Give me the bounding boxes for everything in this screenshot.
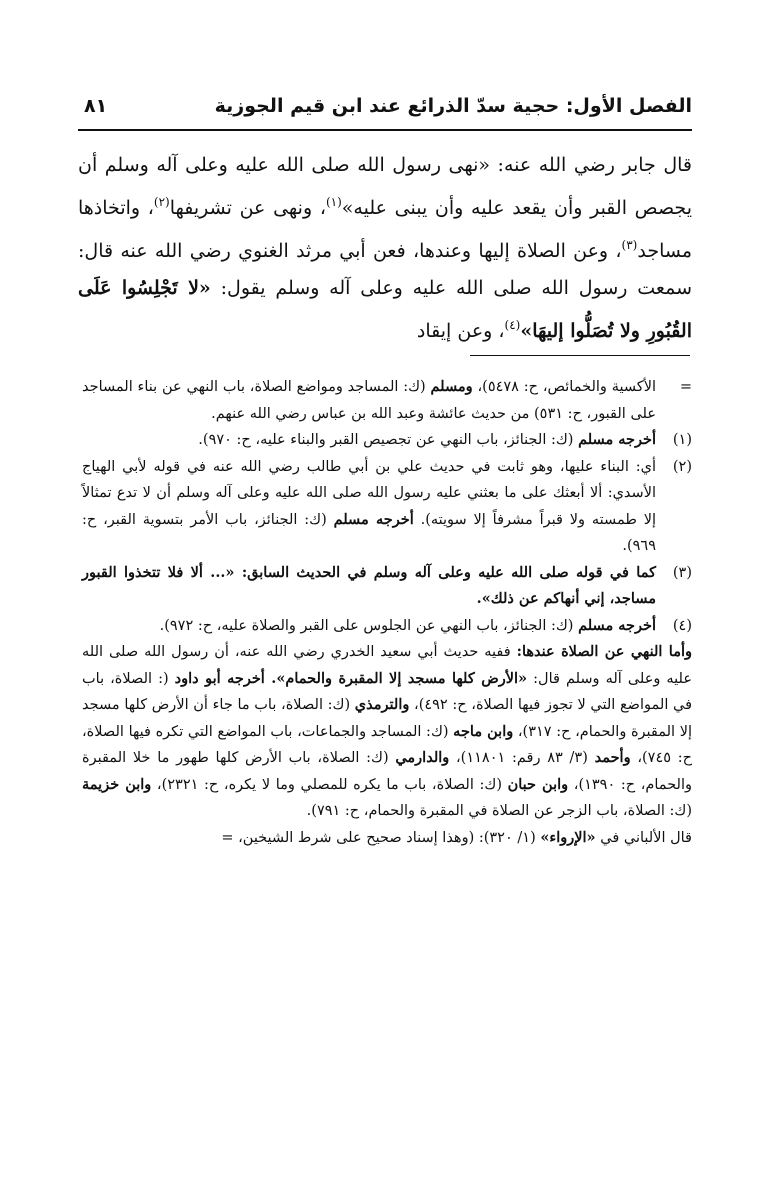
footnote-text: قال الألباني في xyxy=(595,829,692,846)
footnote-text: (ك: الجنائز، باب النهي عن الجلوس على القبر والصلاة عليه، ح: ٩٧٢). xyxy=(159,617,579,634)
footnote-ref-2[interactable]: (٢) xyxy=(153,195,170,209)
footnote-ref-4[interactable]: (٤) xyxy=(504,318,521,332)
body-text-3: ، واتخاذها مساجد xyxy=(78,197,692,262)
source-name: والدارمي xyxy=(395,749,450,766)
body-text-4: ، وعن الصلاة إليها وعندها، فعن أبي مرثد الغنوي رضي الله عنه قال: سمعت رسول الله صلى الله عليه وعلى آله وسلم يقول: xyxy=(78,240,692,299)
footnote-text: (ك: المساجد ومواضع الصلاة، باب النهي عن بناء المساجد على القبور، ح: ٥٣١) من حديث عائشة وعبد الله بن عباس رضي الله عنهم. xyxy=(82,379,656,422)
source-name: والترمذي xyxy=(354,696,410,713)
footnote-3 xyxy=(82,560,692,613)
footnote-ref-1[interactable]: (١) xyxy=(325,195,342,209)
footnote-text: أي: البناء عليها، وهو ثابت في حديث علي بن أبي طالب رضي الله عنه في قوله لأبي الهياج الأسدي: ألا أبعثك على ما بعثني عليه رسول الله صلى الله عليه وعلى آله وسلم أن لا تدع تمثالاً إلا طمسته ولا قبراً مشرفاً إلا سويته). xyxy=(82,458,657,528)
source-name: وابن حبان xyxy=(507,775,569,793)
source-name: ومسلم xyxy=(430,378,473,395)
main-paragraph xyxy=(78,147,692,350)
footnote-mark-2: (٢) xyxy=(672,458,692,475)
source-name: أخرجه أبو داود xyxy=(174,669,272,687)
body-text-5: ، وعن إيقاد xyxy=(416,320,505,342)
source-name: أخرجه مسلم xyxy=(578,616,656,634)
hadith-quote: «الأرض كلها مسجد إلا المقبرة والحمام». xyxy=(271,669,528,687)
footnote-text: كما في قوله صلى الله عليه وعلى آله وسلم في الحديث السابق: «... ألا فلا تتخذوا القبور مساجد، إني أنهاكم عن ذلك». xyxy=(82,563,656,607)
footnote-text: (١/ ٣٢٠): (وهذا إسناد صحيح على شرط الشيخين، = xyxy=(221,829,541,846)
footnote-ref-3[interactable]: (٣) xyxy=(621,238,638,252)
source-name: وابن خزيمة xyxy=(82,775,152,793)
source-name: «الإرواء» xyxy=(540,828,596,846)
footnote-text: (ك: الصلاة، باب ما جاء أن الأرض كلها مسجد إلا المقبرة والحمام، ح: ٣١٧)، xyxy=(82,697,692,740)
footnote-text: (ك: الجنائز، باب النهي عن تجصيص القبر والبناء عليه، ح: ٩٧٠). xyxy=(198,432,579,448)
footnote-mark-3: (٣) xyxy=(672,564,692,581)
footnote-text: (ك: الصلاة، باب ما يكره للمصلي وما لا يكره، ح: ٢٣٢١)، xyxy=(151,776,508,793)
footnote-4-extended xyxy=(82,639,692,825)
footnote-text: (ك: الجنائز، باب الأمر بتسوية القبر، ح: ٩٦٩). xyxy=(82,511,656,554)
footnote-continuation xyxy=(82,374,692,427)
page-header xyxy=(78,93,692,131)
footnote-text: (ك: الصلاة، باب الزجر عن الصلاة في المقبرة والحمام، ح: ٧٩١). xyxy=(306,803,692,819)
section-lead: وأما النهي عن الصلاة عندها: xyxy=(516,643,693,660)
source-name: أخرجه مسلم xyxy=(333,510,414,528)
body-text-2: ، ونهى عن تشريفها xyxy=(169,197,326,219)
footnote-mark-1: (١) xyxy=(672,432,692,448)
footnote-text: (ك: المساجد والجماعات، باب المواضع التي تكره فيها الصلاة، ح: ٧٤٥)، xyxy=(82,723,692,766)
source-name: وابن ماجه xyxy=(453,722,514,740)
footnote-text: ففيه حديث أبي سعيد الخدري رضي الله عنه، أن رسول الله صلى الله عليه وعلى آله وسلم قال: xyxy=(82,644,692,687)
footnote-text: (٣/ ٨٣ رقم: ١١٨٠١)، xyxy=(449,750,595,766)
body-text-1: قال جابر رضي الله عنه: «نهى رسول الله صلى الله عليه وعلى آله وسلم أن يجصص القبر وأن يقعد عليه وأن يبنى عليه» xyxy=(78,154,692,219)
footnote-divider xyxy=(470,355,690,356)
page-number: ٨١ xyxy=(84,95,108,117)
footnotes-section xyxy=(82,374,692,851)
footnote-text: (: الصلاة، باب في المواضع التي لا تجوز فيها الصلاة، ح: ٤٩٢)، xyxy=(82,670,693,713)
continuation-mark: = xyxy=(679,379,692,395)
footnote-4 xyxy=(82,613,692,640)
footnote-1 xyxy=(82,427,692,454)
footnote-text: (ك: الصلاة، باب الأرض كلها طهور ما خلا المقبرة والحمام، ح: ١٣٩٠)، xyxy=(82,750,692,793)
source-name: وأحمد xyxy=(594,749,631,766)
running-title: الفصل الأول: حجية سدّ الذرائع عند ابن قيم الجوزية xyxy=(214,95,692,117)
footnote-albani xyxy=(82,825,692,852)
footnote-text: الأكسية والخمائص، ح: ٥٤٧٨)، xyxy=(472,379,656,395)
footnote-mark-4: (٤) xyxy=(672,617,692,634)
hadith-quote: «لا تَجْلِسُوا عَلَى القُبُورِ ولا تُصَلُّوا إليهَا» xyxy=(78,277,692,342)
source-name: أخرجه مسلم xyxy=(578,431,656,448)
footnote-2 xyxy=(82,454,692,560)
